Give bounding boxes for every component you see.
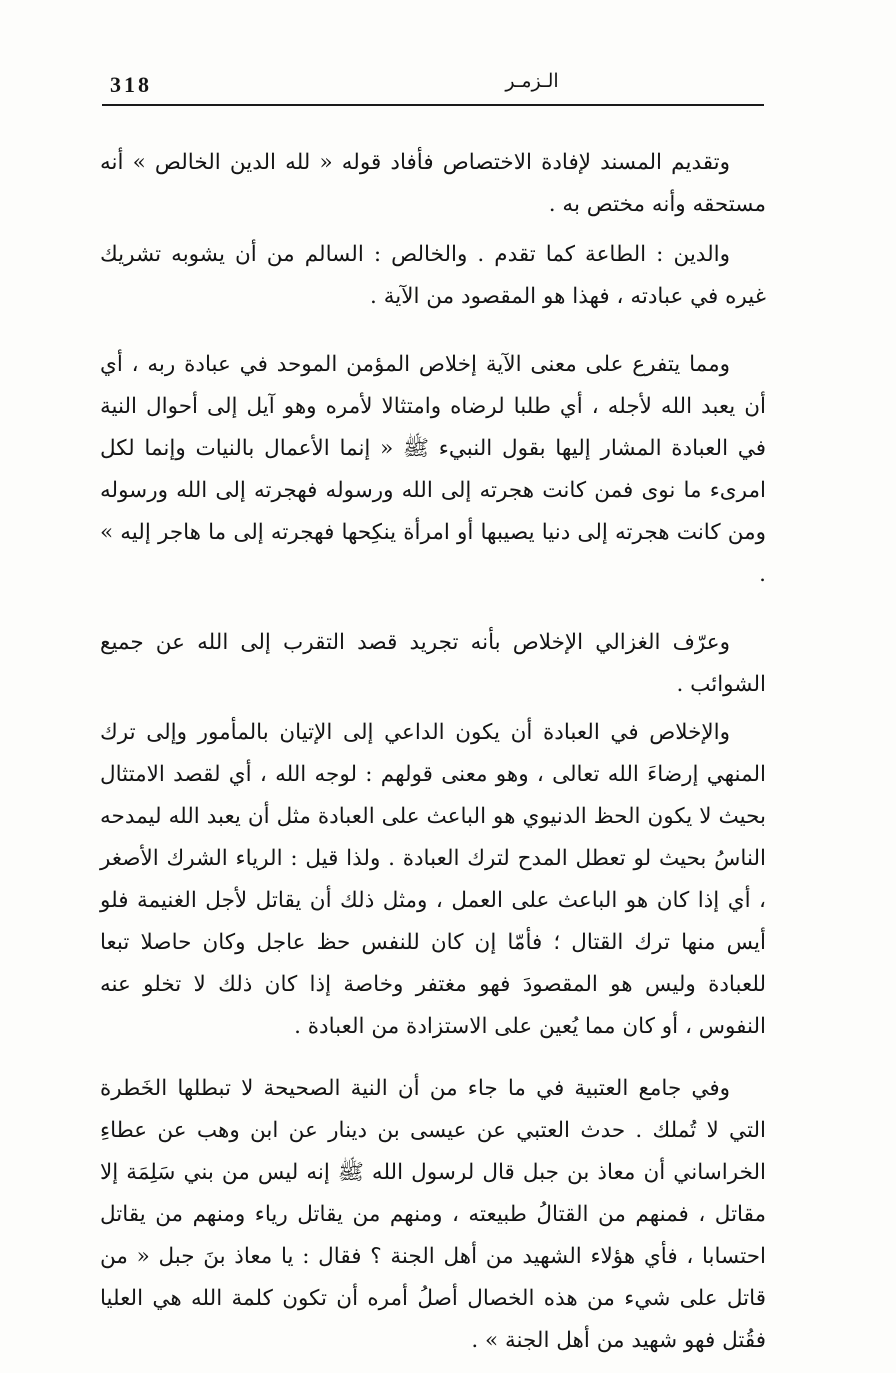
- page-header: [102, 70, 764, 106]
- page-number: 318: [110, 72, 152, 97]
- paragraph: وعرّف الغزالي الإخلاص بأنه تجريد قصد التقرب إلى الله عن جميع الشوائب .: [100, 630, 766, 697]
- paragraph: وفي جامع العتبية في ما جاء من أن النية الصحيحة لا تبطلها الخَطرة التي لا تُملك . حدث العتبي عن عيسى بن دينار عن ابن وهب عن عطاءِ الخراساني أن معاذ بن جبل قال لرسول الله ﷺ إنه ليس من بني سَلِمَة إلا مقاتل ، فمنهم من القتالُ طبيعته ، ومنهم من يقاتل رياء ومنهم من يقاتل احتسابا ، فأي هؤلاء الشهيد من أهل الجنة ؟ فقال : يا معاذ بنَ جبل « من قاتل على شيء من هذه الخصال أصلُ أمره أن تكون كلمة الله هي العليا فقُتل فهو شهيد من أهل الجنة » .: [100, 1076, 766, 1353]
- page-body: [100, 142, 766, 1362]
- paragraph: ومما يتفرع على معنى الآية إخلاص المؤمن الموحد في عبادة ربه ، أي أن يعبد الله لأجله ، أي طلبا لرضاه وامتثالا لأمره وهو آيل إلى أحوال النية في العبادة المشار إليها بقول النبيء ﷺ « إنما الأعمال بالنيات وإنما لكل امرىء ما نوى فمن كانت هجرته إلى الله ورسوله فهجرته إلى الله ورسوله ومن كانت هجرته إلى دنيا يصيبها أو امرأة ينكِحها فهجرته إلى ما هاجر إليه » .: [100, 352, 766, 587]
- running-title: الـزمـر: [505, 70, 559, 92]
- paragraph: والدين : الطاعة كما تقدم . والخالص : السالم من أن يشوبه تشريك غيره في عبادته ، فهذا هو المقصود من الآية .: [100, 242, 766, 309]
- paragraph: وتقديم المسند لإفادة الاختصاص فأفاد قوله « لله الدين الخالص » أنه مستحقه وأنه مختص به .: [100, 150, 766, 217]
- paragraph: والإخلاص في العبادة أن يكون الداعي إلى الإتيان بالمأمور وإلى ترك المنهي إرضاءَ الله تعالى ، وهو معنى قولهم : لوجه الله ، أي لقصد الامتثال بحيث لا يكون الحظ الدنيوي هو الباعث على العبادة مثل أن يعبد الله ليمدحه الناسُ بحيث لو تعطل المدح لترك العبادة . ولذا قيل : الرياء الشرك الأصغر ، أي إذا كان هو الباعث على العمل ، ومثل ذلك أن يقاتل لأجل الغنيمة فلو أيس منها ترك القتال ؛ فأمّا إن كان للنفس حظ عاجل وكان حاصلا تبعا للعبادة وليس هو المقصودَ فهو مغتفر وخاصة إذا كان ذلك لا تخلو عنه النفوس ، أو كان مما يُعين على الاستزادة من العبادة .: [100, 720, 766, 1039]
